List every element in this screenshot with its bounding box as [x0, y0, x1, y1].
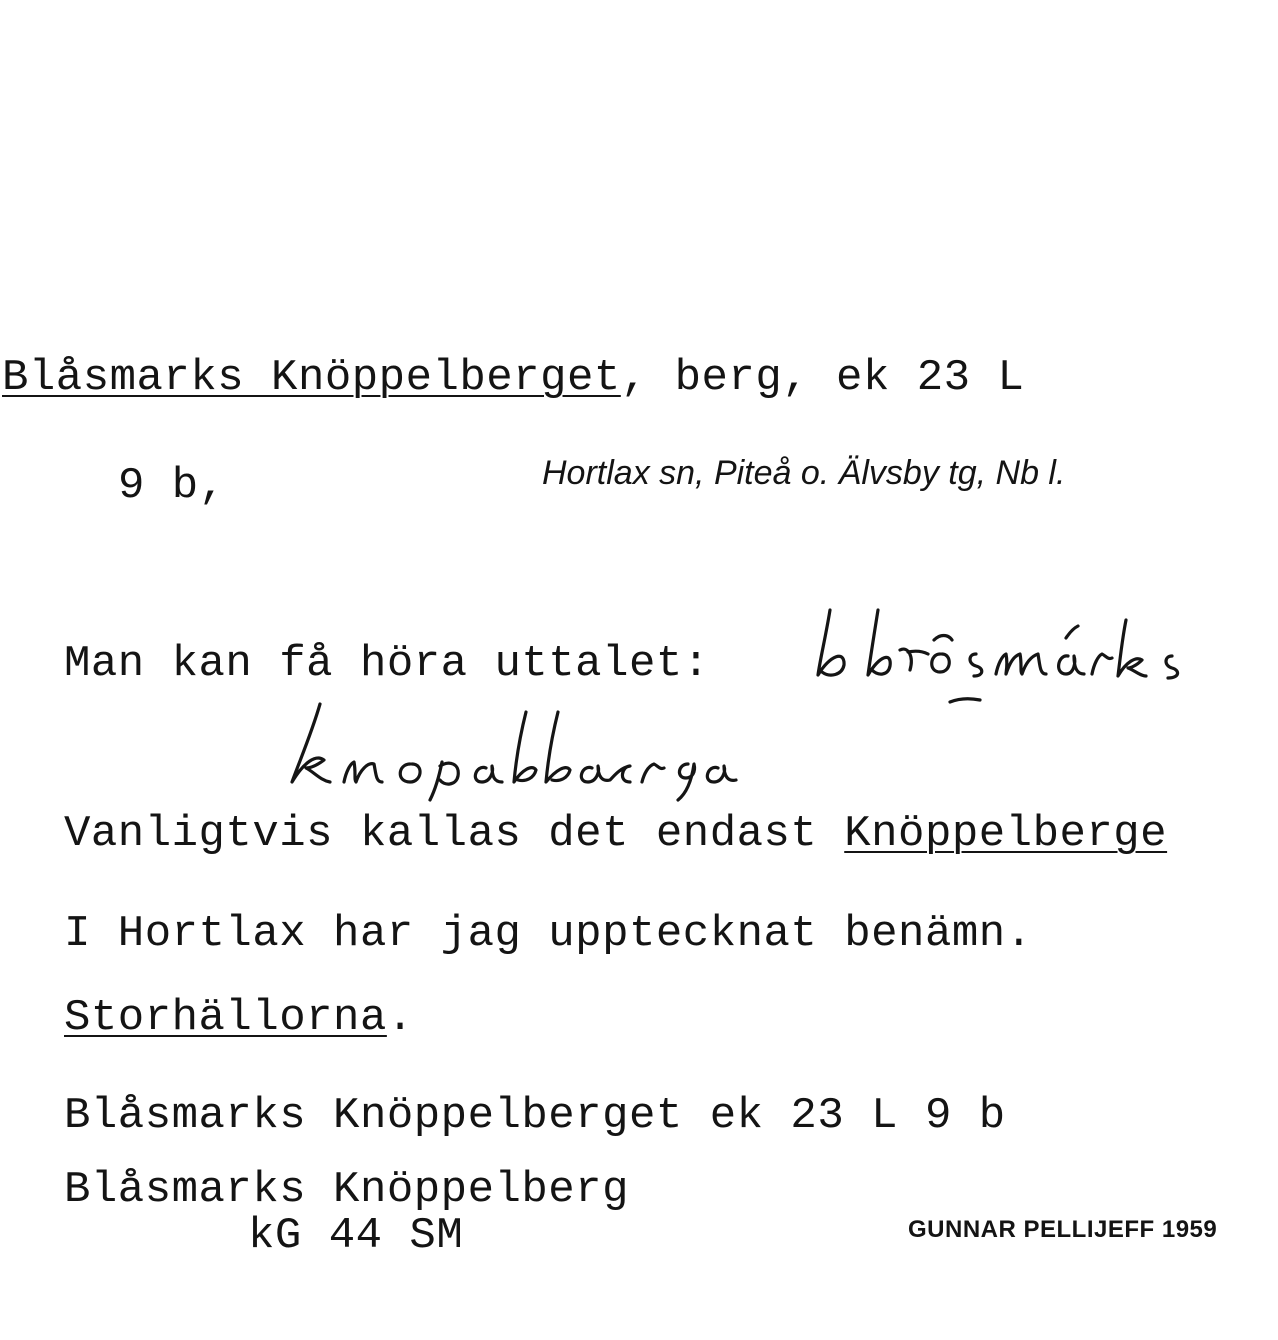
place-name: Blåsmarks Knöppelberget [2, 353, 621, 403]
map-ref: 9 b, [118, 461, 226, 511]
usual-name: Knöppelberge [844, 809, 1168, 859]
place-name-line [2, 353, 1025, 403]
reference-line-1: Blåsmarks Knöppelberget ek 23 L 9 b [64, 1091, 1006, 1141]
usually-called-text: Vanligtvis kallas det endast [64, 809, 845, 859]
usually-called-line [64, 809, 1168, 859]
reference-line-3: kG 44 SM [248, 1211, 464, 1261]
hortlax-name-line [64, 993, 414, 1043]
parish-location: Hortlax sn, Piteå o. Älvsby tg, Nb l. [542, 454, 1066, 492]
pronunciation-intro: Man kan få höra uttalet: [64, 639, 710, 689]
collector-stamp: GUNNAR PELLIJEFF 1959 [908, 1216, 1218, 1243]
hortlax-suffix: . [386, 993, 414, 1043]
place-type-ref: , berg, ek 23 L [620, 353, 1025, 403]
hortlax-name: Storhällorna [64, 993, 387, 1043]
reference-line-2: Blåsmarks Knöppelberg [64, 1165, 629, 1215]
hortlax-line: I Hortlax har jag upptecknat benämn. [64, 909, 1033, 959]
handwritten-pronunciation-line1 [800, 580, 1260, 710]
handwritten-pronunciation-line2 [280, 692, 880, 802]
